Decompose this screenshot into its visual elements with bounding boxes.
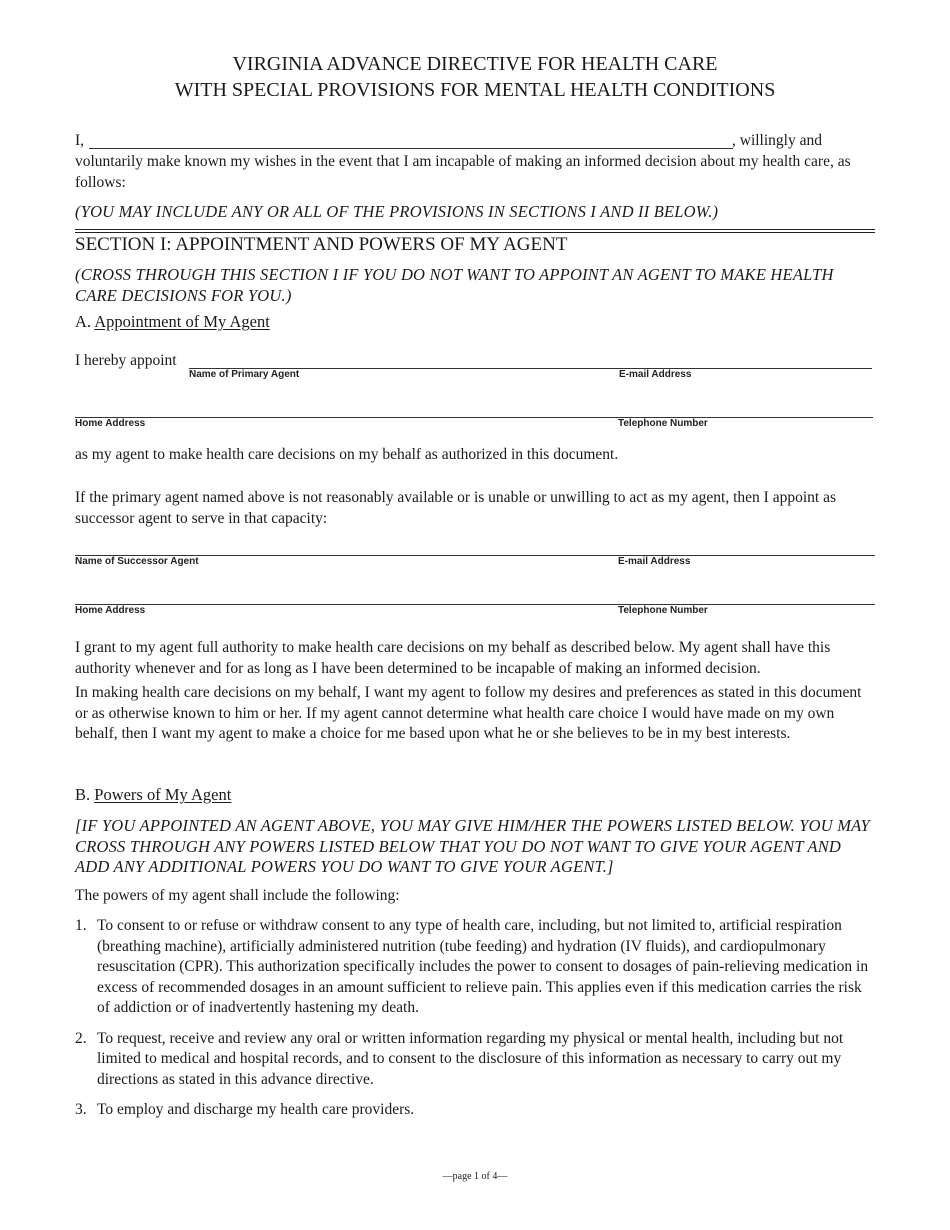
part-b-letter: B.: [75, 785, 95, 804]
powers-list: [75, 916, 875, 1131]
primary-phone-label: Telephone Number: [618, 418, 708, 429]
list-item-text: To employ and discharge my health care providers.: [97, 1101, 415, 1118]
successor-address-line[interactable]: [75, 604, 875, 605]
successor-email-label: E-mail Address: [618, 556, 691, 567]
desires-text: In making health care decisions on my behalf, I want my agent to follow my desires and preferences as stated in this document or as otherwise known to him or her. If my agent cannot determine what health care choice I would have made on my own behalf, then I want my agent to make a choice for me based upon what he or she believes to be in my best interests.: [75, 684, 862, 742]
primary-email-label: E-mail Address: [619, 369, 692, 380]
intro-i-prefix: I,: [75, 132, 85, 149]
primary-name-label: Name of Primary Agent: [189, 369, 300, 380]
as-agent-text: as my agent to make health care decisions on my behalf as authorized in this document.: [75, 446, 619, 463]
list-item-number: 3.: [75, 1101, 87, 1118]
section-divider-top: [75, 229, 875, 230]
list-item-text: To consent to or refuse or withdraw consent to any type of health care, including, but not limited to, artificial respiration (breathing machine), artificially administered nutrition (tube feeding) and hydration (IV fluids), and cardiopulmonary resuscitation (CPR). This authorization specifically includes the power to consent to dosages of pain-relieving medication in excess of recommended dosages in an amount sufficient to relieve pain. This applies even if this medication carries the risk of addiction or of inadvertently hastening my death.: [97, 917, 869, 1016]
primary-address-line[interactable]: [75, 417, 873, 418]
intro-i-suffix: , willingly and: [732, 132, 822, 149]
list-item-number: 1.: [75, 917, 87, 934]
section-1-heading: SECTION I: APPOINTMENT AND POWERS OF MY AGENT: [75, 234, 568, 255]
list-item: [75, 1100, 875, 1121]
part-a-title: Appointment of My Agent: [94, 312, 270, 331]
section-divider-bottom: [75, 232, 875, 233]
list-item-number: 2.: [75, 1029, 87, 1047]
part-b-lead: The powers of my agent shall include the following:: [75, 887, 400, 904]
page-number: —page 1 of 4—: [442, 1171, 508, 1182]
part-b-heading: [75, 785, 231, 805]
list-item-text: To request, receive and review any oral or written information regarding my physical or mental health, including but not limited to medical and hospital records, and to consent to the disclosure of this information as necessary to carry out my directions as stated in this advance directive.: [97, 1029, 844, 1088]
part-b-instruction: [IF YOU APPOINTED AN AGENT ABOVE, YOU MAY GIVE HIM/HER THE POWERS LISTED BELOW. YOU MAY CROSS THROUGH ANY POWERS LISTED BELOW THAT YOU DO NOT WANT TO GIVE YOUR AGENT AND ADD ANY ADDITIONAL POWERS YOU DO WANT TO GIVE YOUR AGENT.]: [75, 816, 870, 876]
document-title-line-1: VIRGINIA ADVANCE DIRECTIVE FOR HEALTH CARE: [232, 53, 718, 75]
successor-address-label: Home Address: [75, 605, 146, 616]
intro-continuation: voluntarily make known my wishes in the event that I am incapable of making an informed decision about my health care, as follows:: [75, 153, 851, 191]
successor-name-label: Name of Successor Agent: [75, 556, 199, 567]
successor-text: If the primary agent named above is not reasonably available or is unable or unwilling to act as my agent, then I appoint as successor agent to serve in that capacity:: [75, 489, 836, 527]
list-item: [75, 1029, 875, 1091]
part-a-heading: [75, 312, 270, 332]
appoint-label: I hereby appoint: [75, 352, 177, 369]
declarant-name-blank[interactable]: [89, 148, 733, 149]
authority-text: I grant to my agent full authority to make health care decisions on my behalf as described below. My agent shall have this authority whenever and for as long as I have been determined to be incapable of making an informed decision.: [75, 639, 831, 677]
successor-phone-label: Telephone Number: [618, 605, 708, 616]
part-b-title: Powers of My Agent: [94, 785, 232, 804]
intro-instruction: (YOU MAY INCLUDE ANY OR ALL OF THE PROVISIONS IN SECTIONS I AND II BELOW.): [75, 202, 719, 221]
primary-address-label: Home Address: [75, 418, 146, 429]
document-title-line-2: WITH SPECIAL PROVISIONS FOR MENTAL HEALTH CONDITIONS: [174, 79, 776, 101]
part-a-letter: A.: [75, 312, 95, 331]
section-1-instruction: (CROSS THROUGH THIS SECTION I IF YOU DO NOT WANT TO APPOINT AN AGENT TO MAKE HEALTH CARE DECISIONS FOR YOU.): [75, 265, 834, 305]
list-item: [75, 916, 875, 1019]
